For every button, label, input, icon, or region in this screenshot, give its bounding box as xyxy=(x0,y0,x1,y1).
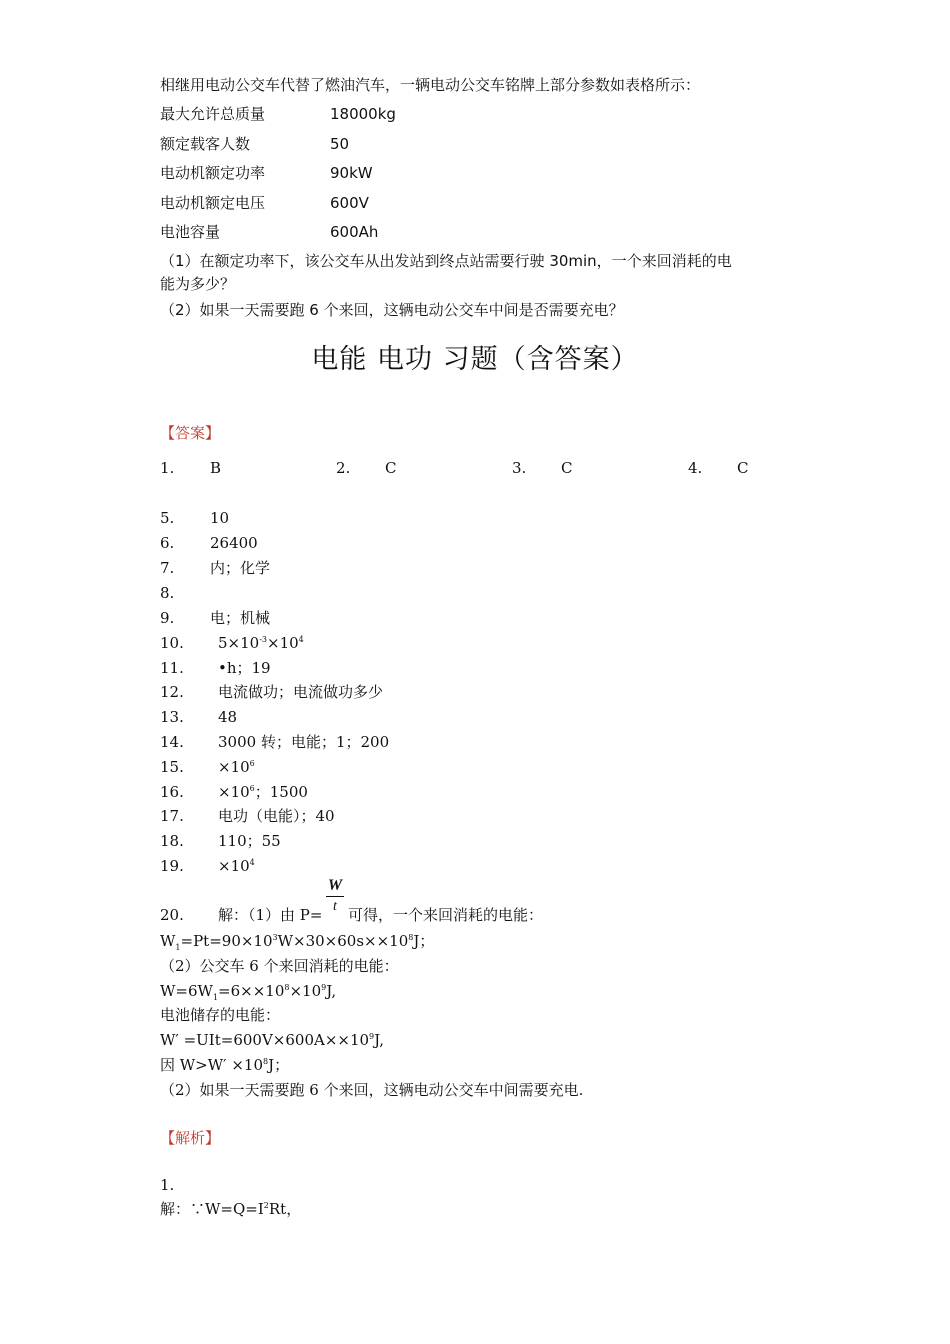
answer-number: 18. xyxy=(160,832,184,850)
answer-header: 【答案】 xyxy=(160,424,221,442)
question-1-line-1: （1）在额定功率下，该公交车从出发站到终点站需要行驶 30min，一个来回消耗的电 xyxy=(160,252,732,270)
solution-line: 电池储存的电能： xyxy=(160,1006,281,1024)
answer-value: 3000 转；电能；1；200 xyxy=(218,733,390,751)
answer-number: 19. xyxy=(160,857,184,875)
page-title: 电能 电功 习题（含答案） xyxy=(311,344,639,375)
answer-value: 电流做功；电流做功多少 xyxy=(218,683,384,701)
spec-label: 电池容量 xyxy=(160,223,221,241)
solution-line: （2）公交车 6 个来回消耗的电能： xyxy=(160,957,399,975)
answer-number: 1. xyxy=(160,459,175,477)
solution-line: $W_1=Pt=90\times 10^3W\times 30\times 60s\times\times 10^8J$； xyxy=(160,932,435,952)
spec-value: 600V xyxy=(330,194,369,212)
answer-value: 26400 xyxy=(210,534,258,552)
spec-label: 额定载客人数 xyxy=(160,135,251,153)
analysis-header: 【解析】 xyxy=(160,1129,221,1147)
spec-label: 电动机额定电压 xyxy=(160,194,266,212)
spec-label: 最大允许总质量 xyxy=(160,105,266,123)
answer-number: 4. xyxy=(688,459,703,477)
intro-text: 相继用电动公交车代替了燃油汽车，一辆电动公交车铭牌上部分参数如表格所示： xyxy=(160,76,701,94)
answer-number: 6. xyxy=(160,534,175,552)
answer-value: 48 xyxy=(218,708,238,726)
answer-value: 电功（电能）；40 xyxy=(218,807,335,825)
answer-value: 电；机械 xyxy=(210,609,271,627)
solution-line: 可得，一个来回消耗的电能： xyxy=(348,906,544,924)
answer-value: $5\times 10^{-3}\times 10^4$ xyxy=(218,634,304,652)
spec-value: 50 xyxy=(330,135,350,153)
answer-number: 10. xyxy=(160,634,184,652)
answer-value: 内；化学 xyxy=(210,559,271,577)
spec-label: 电动机额定功率 xyxy=(160,164,266,182)
answer-value: C xyxy=(737,459,749,477)
answer-number: 5. xyxy=(160,509,175,527)
solution-line: $W=6W_1=6\times\times 10^8\times 10^9J$, xyxy=(160,982,337,1002)
analysis-number: 1. xyxy=(160,1176,175,1194)
answer-value: 110；55 xyxy=(218,832,281,850)
spec-value: 90kW xyxy=(330,164,373,182)
answer-number: 17. xyxy=(160,807,184,825)
answer-number: 20. xyxy=(160,906,184,924)
answer-number: 9. xyxy=(160,609,175,627)
answer-value: B xyxy=(210,459,222,477)
answer-number: 7. xyxy=(160,559,175,577)
answer-value: C xyxy=(561,459,573,477)
question-2: （2）如果一天需要跑 6 个来回，这辆电动公交车中间是否需要充电？ xyxy=(160,301,624,319)
analysis-line: 解：$\because W=Q=I^2Rt$， xyxy=(160,1200,302,1218)
answer-value: $\times 10^4$ xyxy=(218,857,255,875)
answer-number: 16. xyxy=(160,783,184,801)
answer-number: 3. xyxy=(512,459,527,477)
answer-value: $\times 10^6$；1500 xyxy=(218,783,308,801)
answer-value: 10 xyxy=(210,509,230,527)
spec-value: 18000kg xyxy=(330,105,396,123)
answer-value: $\times 10^6$ xyxy=(218,758,255,776)
solution-conclusion: （2）如果一天需要跑 6 个来回，这辆电动公交车中间需要充电. xyxy=(160,1081,584,1099)
solution-line: 因 $W>W' \times 10^8J$； xyxy=(160,1056,290,1074)
fraction-w-over-t: W t xyxy=(327,877,343,914)
answer-number: 12. xyxy=(160,683,184,701)
answer-number: 15. xyxy=(160,758,184,776)
answer-number: 11. xyxy=(160,659,184,677)
answer-value: •h；19 xyxy=(218,659,271,677)
answer-number: 13. xyxy=(160,708,184,726)
answer-number: 14. xyxy=(160,733,184,751)
solution-line: 解：（1）由 P= xyxy=(218,906,323,924)
spec-value: 600Ah xyxy=(330,223,379,241)
answer-number: 2. xyxy=(336,459,351,477)
answer-value: C xyxy=(385,459,397,477)
solution-line: $W' =UIt=600V\times 600A\times\times 10^9J$, xyxy=(160,1031,385,1049)
answer-number: 8. xyxy=(160,584,175,602)
question-1-line-2: 能为多少？ xyxy=(160,275,236,293)
